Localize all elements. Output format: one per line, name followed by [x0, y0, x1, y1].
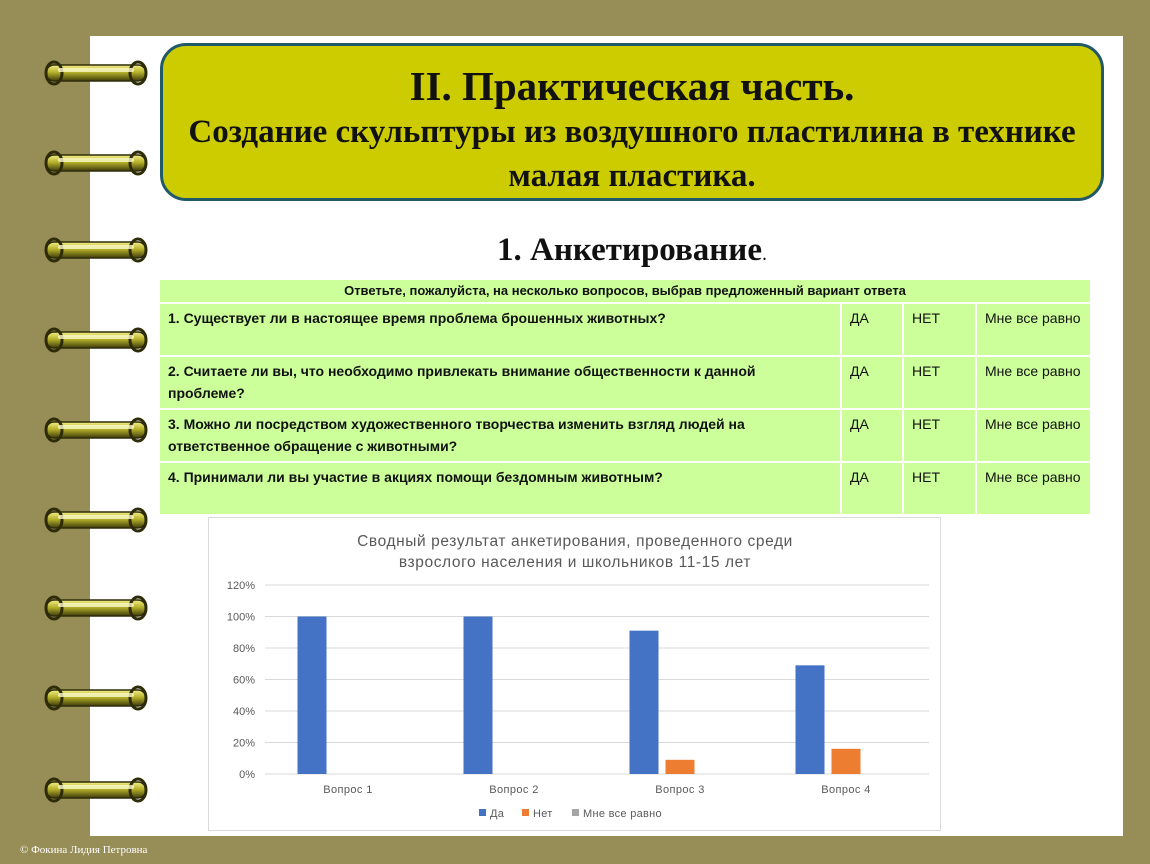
- survey-header-row: [159, 279, 1091, 303]
- survey-row: [159, 303, 1091, 356]
- x-tick-label: Вопрос 4: [821, 784, 871, 796]
- survey-row: [159, 462, 1091, 515]
- binder-ring-icon: [44, 505, 148, 535]
- answer-no: НЕТ: [903, 356, 976, 409]
- answer-indifferent: Мне все равно: [976, 462, 1091, 515]
- answer-indifferent: Мне все равно: [976, 356, 1091, 409]
- survey-question: 2. Считаете ли вы, что необходимо привлекать внимание общественности к данной проблеме?: [159, 356, 841, 409]
- answer-no: НЕТ: [903, 303, 976, 356]
- slide-title: II. Практическая часть.: [409, 63, 855, 109]
- answer-yes: ДА: [841, 303, 903, 356]
- bar: [796, 665, 825, 774]
- y-tick-label: 100%: [226, 611, 255, 624]
- survey-question: 1. Существует ли в настоящее время проблема брошенных животных?: [159, 303, 841, 356]
- chart-title-line: взрослого населения и школьников 11-15 лет: [398, 554, 752, 571]
- answer-indifferent: Мне все равно: [976, 303, 1091, 356]
- chart-container: [208, 517, 941, 831]
- bar: [464, 617, 493, 775]
- binder-ring-icon: [44, 775, 148, 805]
- section-title-suffix: .: [761, 243, 767, 265]
- x-tick-label: Вопрос 2: [489, 784, 539, 796]
- binder-ring-icon: [44, 235, 148, 265]
- title-banner: [160, 43, 1104, 201]
- y-tick-label: 0%: [239, 769, 255, 781]
- x-tick-label: Вопрос 1: [323, 784, 373, 796]
- y-tick-label: 80%: [232, 643, 255, 655]
- binder-ring-icon: [44, 325, 148, 355]
- legend-swatch: [572, 809, 579, 816]
- answer-indifferent: Мне все равно: [976, 409, 1091, 462]
- chart-title-line: Сводный результат анкетирования, проведенного среди: [357, 533, 793, 550]
- survey-question: 4. Принимали ли вы участие в акциях помощи бездомным животным?: [159, 462, 841, 515]
- survey-question: 3. Можно ли посредством художественного творчества изменить взгляд людей на ответственное обращение с животными?: [159, 409, 841, 462]
- bar: [298, 617, 327, 775]
- y-tick-label: 60%: [232, 674, 255, 687]
- bar: [832, 749, 861, 774]
- legend-label: Мне все равно: [583, 808, 662, 820]
- slide-subtitle: Создание скульптуры из воздушного пластилина в технике малая пластика.: [188, 114, 1076, 194]
- answer-yes: ДА: [841, 409, 903, 462]
- bar: [630, 631, 659, 774]
- binder-ring-icon: [44, 415, 148, 445]
- binder-ring-icon: [44, 593, 148, 623]
- section-title: [160, 232, 1104, 269]
- binder-ring-icon: [44, 148, 148, 178]
- binder-ring-icon: [44, 683, 148, 713]
- copyright: © Фокина Лидия Петровна: [20, 844, 148, 856]
- survey-row: [159, 409, 1091, 462]
- survey-table: [158, 278, 1092, 516]
- y-tick-label: 120%: [226, 580, 255, 592]
- legend-swatch: [479, 809, 486, 816]
- legend-label: Нет: [533, 808, 553, 820]
- bar-chart: [209, 518, 942, 832]
- section-title-text: 1. Анкетирование: [497, 232, 762, 268]
- x-tick-label: Вопрос 3: [655, 784, 705, 796]
- survey-row: [159, 356, 1091, 409]
- legend-label: Да: [490, 808, 505, 820]
- answer-yes: ДА: [841, 462, 903, 515]
- legend-swatch: [522, 809, 529, 816]
- y-tick-label: 20%: [232, 737, 255, 750]
- y-tick-label: 40%: [232, 706, 255, 718]
- answer-yes: ДА: [841, 356, 903, 409]
- answer-no: НЕТ: [903, 462, 976, 515]
- survey-header: Ответьте, пожалуйста, на несколько вопросов, выбрав предложенный вариант ответа: [159, 279, 1091, 303]
- binder-ring-icon: [44, 58, 148, 88]
- bar: [666, 760, 695, 774]
- answer-no: НЕТ: [903, 409, 976, 462]
